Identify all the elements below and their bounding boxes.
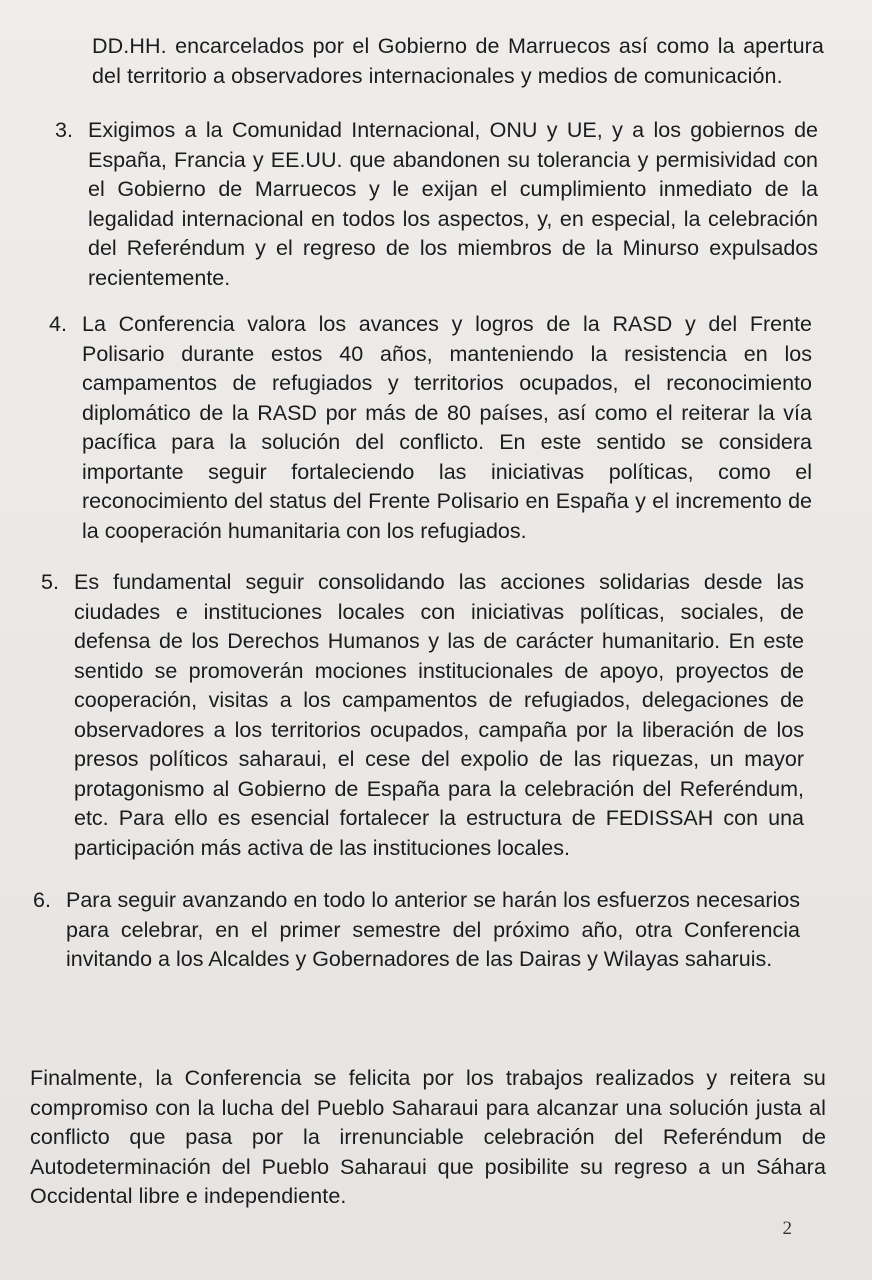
list-item-6 bbox=[33, 886, 800, 975]
list-item-text: Para seguir avanzando en todo lo anterior se harán los esfuerzos necesarios para celebrar, en el primer semestre del próximo año, otra Conferencia invitando a los Alcaldes y Gobernadores de las Dairas y Wilayas saharuis. bbox=[66, 888, 800, 971]
list-item-number: 6. bbox=[33, 888, 51, 912]
list-item-3 bbox=[55, 116, 818, 293]
list-item-number: 5. bbox=[41, 570, 59, 594]
list-item-text: La Conferencia valora los avances y logros de la RASD y del Frente Polisario durante estos 40 años, manteniendo la resistencia en los campamentos de refugiados y territorios ocupados, el reconocimiento diplomático de la RASD por más de 80 países, así como el reiterar la vía pacífica para la solución del conflicto. En este sentido se considera importante seguir fortaleciendo las iniciativas políticas, como el reconocimiento del status del Frente Polisario en España y el incremento de la cooperación humanitaria con los refugiados. bbox=[82, 312, 812, 543]
list-item-5 bbox=[41, 568, 804, 863]
continuation-paragraph: DD.HH. encarcelados por el Gobierno de Marruecos así como la apertura del territorio a observadores internacionales y medios de comunicación. bbox=[92, 34, 824, 88]
list-item-4 bbox=[49, 310, 812, 546]
list-item-text: Es fundamental seguir consolidando las acciones solidarias desde las ciudades e instituciones locales con iniciativas políticas, sociales, de defensa de los Derechos Humanos y las de carácter humanitario. En este sentido se promoverán mociones institucionales de apoyo, proyectos de cooperación, visitas a los campamentos de refugiados, delegaciones de observadores a los territorios ocupados, campaña por la liberación de los presos políticos saharaui, el cese del expolio de las riquezas, un mayor protagonismo al Gobierno de España para la celebración del Referéndum, etc. Para ello es esencial fortalecer la estructura de FEDISSAH con una participación más activa de las instituciones locales. bbox=[74, 570, 804, 860]
page-number: 2 bbox=[782, 1218, 792, 1239]
list-item-text: Exigimos a la Comunidad Internacional, ONU y UE, y a los gobiernos de España, Francia y EE.UU. que abandonen su tolerancia y permisividad con el Gobierno de Marruecos y le exijan el cumplimiento inmediato de la legalidad internacional en todos los aspectos, y, en especial, la celebración del Referéndum y el regreso de los miembros de la Minurso expulsados recientemente. bbox=[88, 118, 818, 290]
list-item-number: 3. bbox=[55, 118, 73, 142]
closing-paragraph: Finalmente, la Conferencia se felicita por los trabajos realizados y reitera su compromiso con la lucha del Pueblo Saharaui para alcanzar una solución justa al conflicto que pasa por la irrenunciable celebración del Referéndum de Autodeterminación del Pueblo Saharaui que posibilite su regreso a un Sáhara Occidental libre e independiente. bbox=[30, 1066, 826, 1208]
list-item-number: 4. bbox=[49, 312, 67, 336]
